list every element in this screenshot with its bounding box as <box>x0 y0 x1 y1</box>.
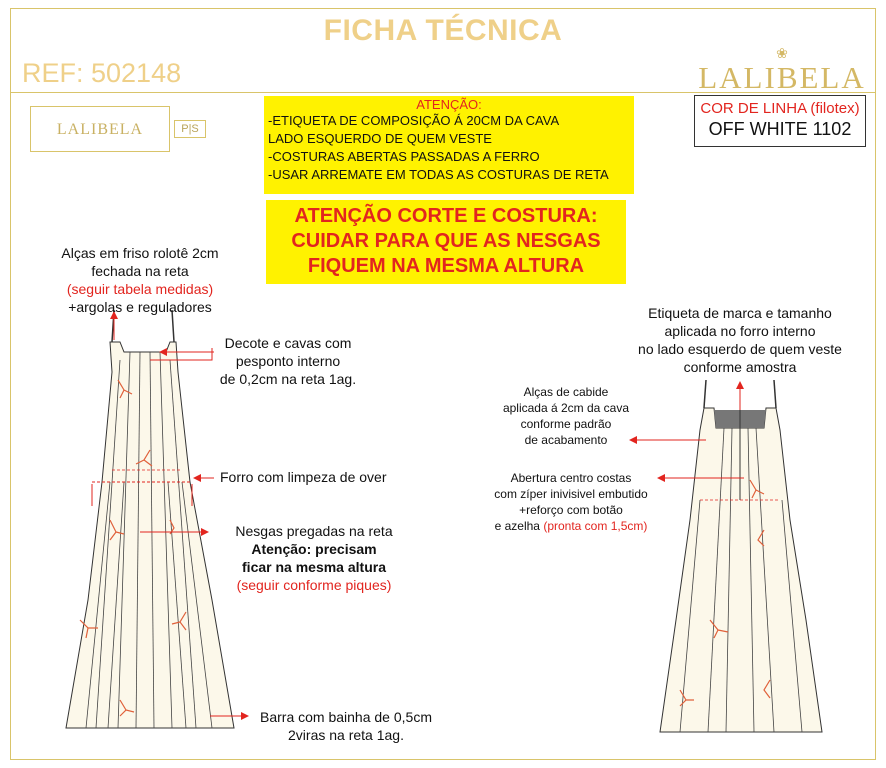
lining-note: Forro com limpeza de over <box>220 469 387 485</box>
hem-note-line: Barra com bainha de 0,5cm <box>260 709 432 725</box>
hem-note-line: 2viras na reta 1ag. <box>288 727 404 743</box>
hem-note <box>246 708 446 744</box>
cutting-warning-line: CUIDAR PARA QUE AS NESGAS <box>291 230 601 252</box>
neckline-note <box>206 334 370 388</box>
zipper-note-line: com zíper inivisivel embutido <box>494 487 648 501</box>
thread-color-value: OFF WHITE 1102 <box>708 119 852 139</box>
attention-line: -COSTURAS ABERTAS PASSADAS A FERRO <box>268 149 540 164</box>
gores-note-bold: Atenção: precisam <box>251 541 377 557</box>
cutting-warning-line: ATENÇÃO CORTE E COSTURA: <box>294 205 598 227</box>
hanger-note-line: Alças de cabide <box>523 385 609 399</box>
brand-name: LALIBELA <box>698 60 866 95</box>
gores-note-bold: ficar na mesma altura <box>242 559 386 575</box>
brand-label-mockup: LALIBELA <box>30 106 170 152</box>
gores-note-line: Nesgas pregadas na reta <box>235 523 393 539</box>
gores-note <box>214 522 414 594</box>
neckline-note-line: de 0,2cm na reta 1ag. <box>219 371 357 387</box>
hanger-note-line: conforme padrão <box>520 417 612 431</box>
hanger-note-line: de acabamento <box>524 433 608 447</box>
straps-note-line: +argolas e reguladores <box>68 299 212 315</box>
hanger-loops-note <box>496 384 636 448</box>
straps-note-line: Alças em friso rolotê 2cm <box>61 245 219 261</box>
attention-line: -ETIQUETA DE COMPOSIÇÃO Á 20CM DA CAVA <box>268 113 560 128</box>
page-title: FICHA TÉCNICA <box>323 14 563 47</box>
zipper-note-line: Abertura centro costas <box>510 471 632 485</box>
brand-label-note-line: Etiqueta de marca e tamanho <box>648 305 832 321</box>
straps-note-line: fechada na reta <box>91 263 189 279</box>
attention-line: LADO ESQUERDO DE QUEM VESTE <box>268 131 492 146</box>
thread-color-label: COR DE LINHA (filotex) <box>700 100 860 117</box>
reference-code: REF: 502148 <box>22 58 182 88</box>
bee-icon: ❀ <box>776 45 788 61</box>
brand-label-note-line: no lado esquerdo de quem veste <box>638 341 842 357</box>
zipper-note-line: +reforço com botão <box>519 503 623 517</box>
gores-note-red: (seguir conforme piques) <box>236 577 392 593</box>
attention-line: -USAR ARREMATE EM TODAS AS COSTURAS DE RETA <box>268 167 609 182</box>
back-dress-drawing <box>660 380 822 732</box>
straps-note <box>40 244 240 316</box>
brand-label-note <box>620 304 860 376</box>
brand-label-note-line: conforme amostra <box>683 359 797 375</box>
zipper-note-line: e azelha (pronta com 1,5cm) <box>494 519 648 533</box>
attention-heading: ATENÇÃO: <box>416 97 482 112</box>
zipper-note <box>476 470 666 534</box>
cutting-warning-line: FIQUEM NA MESMA ALTURA <box>307 255 585 277</box>
brand-label-note-line: aplicada no forro interno <box>664 323 816 339</box>
neckline-note-line: Decote e cavas com <box>224 335 352 351</box>
neckline-note-line: pesponto interno <box>235 353 341 369</box>
size-label-mockup: P|S <box>174 120 206 138</box>
hanger-note-line: aplicada á 2cm da cava <box>502 401 630 415</box>
straps-note-red: (seguir tabela medidas) <box>66 281 214 297</box>
